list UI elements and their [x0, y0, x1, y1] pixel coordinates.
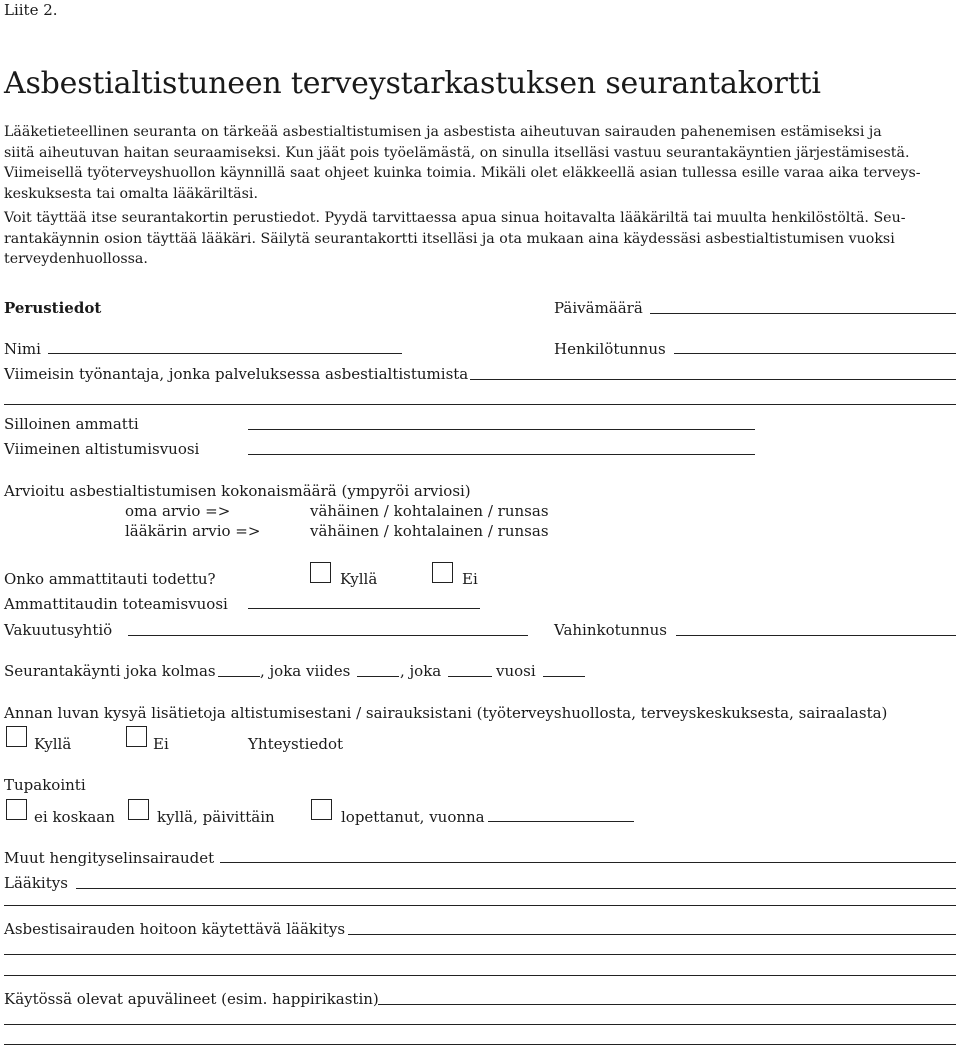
claim-number-field[interactable] — [676, 635, 956, 636]
asbestos-medication-field-line-3[interactable] — [4, 975, 956, 976]
employer-field-line-2[interactable] — [4, 404, 956, 405]
disease-yes-label: Kyllä — [340, 570, 378, 588]
exposure-estimate-heading: Arvioitu asbestialtistumisen kokonaismäärä (ympyröi arviosi) — [4, 482, 471, 500]
intro-line: siitä aiheutuvan haitan seuraamiseksi. Kun jäät pois työelämästä, on sinulla itselläsi vastuu seurantakäyntien järjestämisestä. — [4, 144, 910, 161]
smoking-daily-label: kyllä, päivittäin — [157, 808, 275, 826]
every-fifth-label: , joka viides — [260, 662, 351, 680]
employer-label: Viimeisin työnantaja, jonka palveluksessa asbestialtistumista — [4, 365, 469, 383]
intro-line: terveydenhuollossa. — [4, 251, 148, 267]
aids-in-use-field[interactable] — [378, 1004, 956, 1005]
years-label: vuosi — [496, 662, 536, 680]
smoking-quit-label: lopettanut, vuonna — [341, 808, 485, 826]
consent-no-label: Ei — [153, 735, 169, 753]
intro-line: keskuksesta tai omalta lääkäriltäsi. — [4, 185, 258, 202]
disease-year-label: Ammattitaudin toteamisvuosi — [4, 595, 228, 613]
smoking-never-label: ei koskaan — [34, 808, 115, 826]
doctor-estimate-label: lääkärin arvio => — [125, 522, 261, 540]
consent-yes-label: Kyllä — [34, 735, 72, 753]
every-other-field[interactable] — [448, 676, 492, 677]
medication-field[interactable] — [76, 888, 956, 889]
ssn-label: Henkilötunnus — [554, 340, 666, 358]
intro-line: Lääketieteellinen seuranta on tärkeää asbestialtistumisen ja asbestista aiheutuvan sairauden pahenemisen estämiseksi ja — [4, 124, 882, 140]
every-other-label: , joka — [400, 662, 442, 680]
doctor-estimate-scale[interactable]: vähäinen / kohtalainen / runsas — [310, 522, 549, 540]
own-estimate-label: oma arvio => — [125, 502, 231, 520]
asbestos-medication-label: Asbestisairauden hoitoon käytettävä lääkitys — [4, 920, 346, 938]
intro-line: Voit täyttää itse seurantakortin perustiedot. Pyydä tarvittaessa apua sinua hoitavalta lääkäriltä tai muulta henkilöstöltä. Seu- — [4, 210, 906, 226]
disease-year-field[interactable] — [248, 608, 480, 609]
claim-number-label: Vahinkotunnus — [554, 621, 668, 639]
occupation-label: Silloinen ammatti — [4, 415, 139, 433]
employer-field[interactable] — [470, 379, 956, 380]
basic-info-heading: Perustiedot — [4, 299, 102, 317]
consent-no-checkbox[interactable] — [126, 726, 147, 747]
date-label: Päivämäärä — [554, 299, 643, 317]
page-title: Asbestialtistuneen terveystarkastuksen seurantakortti — [4, 66, 821, 101]
asbestos-medication-field-line-2[interactable] — [4, 954, 956, 955]
ssn-field[interactable] — [674, 353, 956, 354]
occupation-field[interactable] — [248, 429, 755, 430]
respiratory-diseases-field[interactable] — [220, 862, 956, 863]
aids-in-use-field-line-3[interactable] — [4, 1044, 956, 1045]
smoking-quit-checkbox[interactable] — [311, 799, 332, 820]
every-third-field[interactable] — [218, 676, 260, 677]
smoking-daily-checkbox[interactable] — [128, 799, 149, 820]
medication-field-line-2[interactable] — [4, 905, 956, 906]
disease-yes-checkbox[interactable] — [310, 562, 331, 583]
disease-no-checkbox[interactable] — [432, 562, 453, 583]
date-field[interactable] — [650, 313, 956, 314]
intro-paragraph-2 — [4, 208, 952, 270]
own-estimate-scale[interactable]: vähäinen / kohtalainen / runsas — [310, 502, 549, 520]
last-exposure-year-label: Viimeinen altistumisvuosi — [4, 440, 200, 458]
intro-line: Viimeisellä työterveyshuollon käynnillä saat ohjeet kuinka toimia. Mikäli olet eläkkeellä asian tullessa esille varaa aika terveys- — [4, 165, 921, 181]
intro-line: rantakäynnin osion täyttää lääkäri. Säilytä seurantakortti itselläsi ja ota mukaan aina käydessäsi asbestialtistumisen vuoksi — [4, 230, 895, 247]
name-label: Nimi — [4, 340, 41, 358]
smoking-heading: Tupakointi — [4, 776, 86, 794]
occupational-disease-question: Onko ammattitauti todettu? — [4, 570, 216, 588]
medication-label: Lääkitys — [4, 874, 68, 892]
name-field[interactable] — [48, 353, 402, 354]
contact-info-label: Yhteystiedot — [248, 735, 344, 753]
intro-paragraph-1 — [4, 122, 952, 204]
aids-in-use-label: Käytössä olevat apuvälineet (esim. happirikastin) — [4, 990, 379, 1008]
follow-up-visit-label: Seurantakäynti joka kolmas — [4, 662, 216, 680]
consent-yes-checkbox[interactable] — [6, 726, 27, 747]
every-fifth-field[interactable] — [357, 676, 399, 677]
insurance-company-label: Vakuutusyhtiö — [4, 621, 113, 639]
last-exposure-year-field[interactable] — [248, 454, 755, 455]
smoking-never-checkbox[interactable] — [6, 799, 27, 820]
aids-in-use-field-line-2[interactable] — [4, 1024, 956, 1025]
years-field[interactable] — [543, 676, 585, 677]
respiratory-diseases-label: Muut hengityselinsairaudet — [4, 849, 215, 867]
disease-no-label: Ei — [462, 570, 478, 588]
attachment-label: Liite 2. — [4, 1, 58, 19]
insurance-company-field[interactable] — [128, 635, 528, 636]
consent-text: Annan luvan kysyä lisätietoja altistumisestani / sairauksistani (työterveyshuollosta, terveyskeskuksesta, sairaalasta) — [4, 704, 888, 722]
smoking-quit-year-field[interactable] — [488, 821, 634, 822]
asbestos-medication-field[interactable] — [348, 934, 956, 935]
